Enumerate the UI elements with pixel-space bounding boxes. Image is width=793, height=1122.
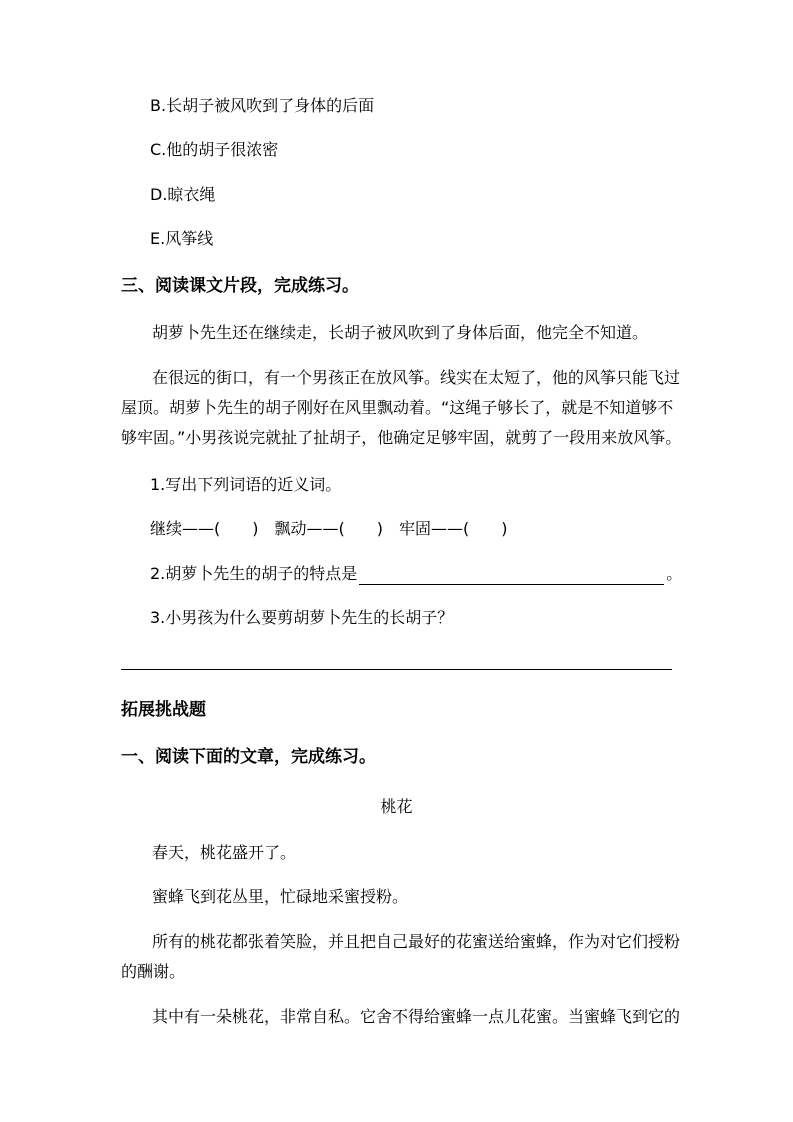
question-1-words: 继续——( ) 飘动——( ) 牢固——( ): [150, 519, 508, 538]
section3-heading: 三、阅读课文片段，完成练习。: [121, 276, 359, 296]
question-2-suffix: 。: [666, 564, 683, 583]
challenge-heading: 一、阅读下面的文章，完成练习。: [121, 747, 376, 767]
challenge-title: 拓展挑战题: [121, 700, 206, 720]
article-para1: 春天，桃花盛开了。: [152, 843, 297, 862]
section3-para2-line1: 在很远的街口，有一个男孩正在放风筝。线实在太短了，他的风筝只能飞过: [152, 368, 681, 387]
article-title: 桃花: [380, 797, 413, 816]
section3-para2-line2: 屋顶。胡萝卜先生的胡子刚好在风里飘动着。“这绳子够长了，就是不知道够不: [121, 398, 674, 417]
article-para3-line2: 的酬谢。: [121, 962, 186, 981]
question-2-prefix: 2.胡萝卜先生的胡子的特点是: [150, 564, 358, 583]
answer-blank[interactable]: [359, 567, 664, 585]
divider: [121, 669, 672, 670]
question-2: [150, 563, 682, 585]
section3-para1: 胡萝卜先生还在继续走，长胡子被风吹到了身体后面，他完全不知道。: [152, 323, 649, 342]
option-e: E.风筝线: [150, 229, 214, 248]
option-d: D.晾衣绳: [150, 185, 216, 204]
article-para4: 其中有一朵桃花，非常自私。它舍不得给蜜蜂一点儿花蜜。当蜜蜂飞到它的: [152, 1007, 681, 1026]
question-3: 3.小男孩为什么要剪胡萝卜先生的长胡子？: [150, 608, 454, 627]
option-b: B.长胡子被风吹到了身体的后面: [150, 96, 375, 115]
option-c: C.他的胡子很浓密: [150, 140, 279, 159]
question-1: 1.写出下列词语的近义词。: [150, 475, 342, 494]
article-para2: 蜜蜂飞到花丛里，忙碌地采蜜授粉。: [152, 887, 409, 906]
section3-para2-line3: 够牢固。”小男孩说完就扯了扯胡子，他确定足够牢固，就剪了一段用来放风筝。: [121, 428, 682, 447]
article-para3-line1: 所有的桃花都张着笑脸，并且把自己最好的花蜜送给蜜蜂，作为对它们授粉: [152, 932, 681, 951]
